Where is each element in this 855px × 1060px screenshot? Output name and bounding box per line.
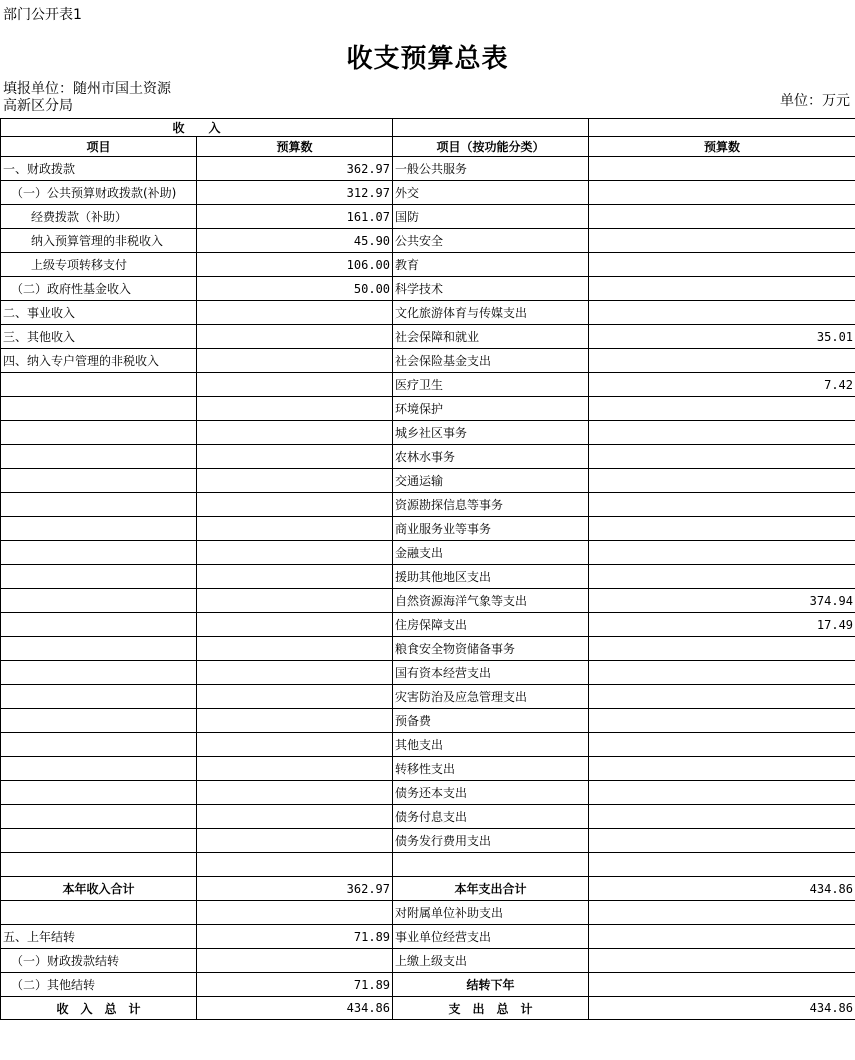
income-amount-cell: 45.90 (197, 229, 393, 253)
expense-item-cell: 金融支出 (393, 541, 589, 565)
income-amount-cell (197, 373, 393, 397)
expense-item-cell: 交通运输 (393, 469, 589, 493)
blank-header-cell (393, 119, 589, 137)
income-amount-cell (197, 493, 393, 517)
income-amount-cell (197, 637, 393, 661)
income-item-cell: （一）公共预算财政拨款(补助) (1, 181, 197, 205)
table-row (1, 493, 855, 517)
expense-item-cell: 结转下年 (393, 973, 589, 997)
reporting-unit-line-1: 填报单位：随州市国土资源 (3, 81, 171, 97)
table-row (1, 301, 855, 325)
table-row (1, 853, 855, 877)
expense-item-cell: 外交 (393, 181, 589, 205)
income-amount-cell: 362.97 (197, 877, 393, 901)
income-item-cell: 经费拨款（补助） (1, 205, 197, 229)
expense-item-cell: 一般公共服务 (393, 157, 589, 181)
income-item-cell: （一）财政拨款结转 (1, 949, 197, 973)
expense-amount-cell (589, 973, 855, 997)
expense-amount-cell (589, 781, 855, 805)
expense-amount-cell (589, 205, 855, 229)
expense-item-cell: 医疗卫生 (393, 373, 589, 397)
income-item-cell (1, 445, 197, 469)
expense-amount-cell (589, 637, 855, 661)
table-row (1, 925, 855, 949)
page-title: 收支预算总表 (346, 44, 509, 74)
expense-amount-cell: 35.01 (589, 325, 855, 349)
table-row (1, 757, 855, 781)
income-amount-cell (197, 757, 393, 781)
expense-amount-cell (589, 709, 855, 733)
table-row (1, 565, 855, 589)
income-amount-cell (197, 541, 393, 565)
expense-amount-cell (589, 805, 855, 829)
income-item-cell (1, 805, 197, 829)
income-amount-cell: 312.97 (197, 181, 393, 205)
expense-amount-cell (589, 565, 855, 589)
income-item-cell (1, 565, 197, 589)
expense-amount-cell (589, 541, 855, 565)
expense-item-cell: 教育 (393, 253, 589, 277)
table-row (1, 685, 855, 709)
table-row (1, 157, 855, 181)
expense-amount-cell: 374.94 (589, 589, 855, 613)
income-item-cell: 纳入预算管理的非税收入 (1, 229, 197, 253)
expense-item-cell: 农林水事务 (393, 445, 589, 469)
income-item-cell (1, 613, 197, 637)
table-row (1, 637, 855, 661)
expense-item-cell: 粮食安全物资储备事务 (393, 637, 589, 661)
budget-table (0, 118, 855, 1020)
income-item-cell (1, 709, 197, 733)
table-row (1, 877, 855, 901)
income-item-cell (1, 901, 197, 925)
table-row (1, 181, 855, 205)
expense-amount-cell (589, 349, 855, 373)
expense-item-cell: 灾害防治及应急管理支出 (393, 685, 589, 709)
table-row (1, 229, 855, 253)
expense-item-cell: 公共安全 (393, 229, 589, 253)
table-row (1, 661, 855, 685)
expense-amount-cell (589, 157, 855, 181)
income-amount-cell (197, 397, 393, 421)
income-amount-cell: 106.00 (197, 253, 393, 277)
expense-amount-cell (589, 517, 855, 541)
expense-amount-cell: 17.49 (589, 613, 855, 637)
income-amount-cell (197, 781, 393, 805)
table-row (1, 277, 855, 301)
table-row (1, 373, 855, 397)
expense-amount-cell (589, 445, 855, 469)
expense-item-cell: 社会保障和就业 (393, 325, 589, 349)
expense-item-cell: 债务发行费用支出 (393, 829, 589, 853)
income-amount-cell (197, 349, 393, 373)
income-amount-cell: 71.89 (197, 973, 393, 997)
income-item-cell (1, 733, 197, 757)
table-row (1, 781, 855, 805)
expense-amount-cell (589, 397, 855, 421)
income-item-cell: （二）其他结转 (1, 973, 197, 997)
income-amount-cell (197, 901, 393, 925)
expense-item-cell: 债务付息支出 (393, 805, 589, 829)
expense-amount-cell (589, 685, 855, 709)
table-row (1, 397, 855, 421)
expense-item-cell: 商业服务业等事务 (393, 517, 589, 541)
expense-item-cell: 债务还本支出 (393, 781, 589, 805)
income-item-cell: 上级专项转移支付 (1, 253, 197, 277)
income-item-cell (1, 589, 197, 613)
expense-item-cell: 国有资本经营支出 (393, 661, 589, 685)
expense-item-cell: 上缴上级支出 (393, 949, 589, 973)
income-item-cell: 三、其他收入 (1, 325, 197, 349)
income-amount-cell (197, 685, 393, 709)
income-item-cell: 收 入 总 计 (1, 997, 197, 1020)
table-row (1, 589, 855, 613)
income-item-cell (1, 829, 197, 853)
expense-item-cell: 预备费 (393, 709, 589, 733)
table-row (1, 541, 855, 565)
income-item-cell: 一、财政拨款 (1, 157, 197, 181)
table-row (1, 517, 855, 541)
income-item-cell (1, 373, 197, 397)
income-amount-cell (197, 301, 393, 325)
expense-item-cell: 资源勘探信息等事务 (393, 493, 589, 517)
table-row (1, 829, 855, 853)
expense-amount-cell (589, 253, 855, 277)
table-row (1, 997, 855, 1020)
expense-item-cell: 援助其他地区支出 (393, 565, 589, 589)
income-amount-cell (197, 613, 393, 637)
table-row (1, 613, 855, 637)
income-amount-cell: 71.89 (197, 925, 393, 949)
table-row (1, 445, 855, 469)
income-item-cell (1, 517, 197, 541)
table-row (1, 709, 855, 733)
expense-amount-cell (589, 421, 855, 445)
income-item-cell: 五、上年结转 (1, 925, 197, 949)
income-amount-cell (197, 469, 393, 493)
income-amount-cell (197, 421, 393, 445)
expense-item-cell: 其他支出 (393, 733, 589, 757)
income-amount-cell (197, 661, 393, 685)
expense-amount-cell (589, 757, 855, 781)
reporting-unit (3, 81, 171, 115)
income-item-cell: 四、纳入专户管理的非税收入 (1, 349, 197, 373)
expense-amount-cell: 434.86 (589, 997, 855, 1020)
income-amount-cell (197, 709, 393, 733)
income-item-cell (1, 421, 197, 445)
expense-amount-cell (589, 829, 855, 853)
income-item-cell (1, 685, 197, 709)
expense-amount-cell (589, 949, 855, 973)
table-row (1, 973, 855, 997)
income-item-cell (1, 661, 197, 685)
expense-item-cell: 支 出 总 计 (393, 997, 589, 1020)
income-item-cell (1, 637, 197, 661)
expense-item-cell: 城乡社区事务 (393, 421, 589, 445)
col-header-income-item: 项目 (1, 137, 197, 157)
income-amount-cell: 50.00 (197, 277, 393, 301)
income-item-cell: 本年收入合计 (1, 877, 197, 901)
table-row (1, 901, 855, 925)
expense-amount-cell: 434.86 (589, 877, 855, 901)
income-amount-cell (197, 565, 393, 589)
table-row (1, 733, 855, 757)
expense-item-cell: 环境保护 (393, 397, 589, 421)
table-row (1, 805, 855, 829)
expense-amount-cell (589, 853, 855, 877)
income-item-cell (1, 469, 197, 493)
expense-amount-cell (589, 181, 855, 205)
expense-amount-cell (589, 277, 855, 301)
table-header-group-row (1, 119, 855, 137)
table-row (1, 253, 855, 277)
income-amount-cell (197, 733, 393, 757)
currency-unit: 单位：万元 (780, 93, 850, 109)
income-amount-cell (197, 805, 393, 829)
expense-item-cell: 社会保险基金支出 (393, 349, 589, 373)
income-item-cell (1, 757, 197, 781)
expense-item-cell: 文化旅游体育与传媒支出 (393, 301, 589, 325)
col-header-expense-item: 项目（按功能分类） (393, 137, 589, 157)
income-header: 收 入 (1, 119, 393, 137)
expense-amount-cell (589, 661, 855, 685)
income-amount-cell (197, 517, 393, 541)
expense-item-cell: 自然资源海洋气象等支出 (393, 589, 589, 613)
income-amount-cell: 362.97 (197, 157, 393, 181)
col-header-income-amount: 预算数 (197, 137, 393, 157)
table-row (1, 325, 855, 349)
income-amount-cell (197, 325, 393, 349)
income-item-cell: （二）政府性基金收入 (1, 277, 197, 301)
income-amount-cell (197, 445, 393, 469)
income-item-cell (1, 853, 197, 877)
income-amount-cell (197, 829, 393, 853)
table-row (1, 949, 855, 973)
expense-amount-cell (589, 493, 855, 517)
income-item-cell (1, 493, 197, 517)
table-row (1, 469, 855, 493)
income-amount-cell: 434.86 (197, 997, 393, 1020)
income-item-cell (1, 781, 197, 805)
expense-item-cell: 事业单位经营支出 (393, 925, 589, 949)
expense-amount-cell (589, 901, 855, 925)
table-row (1, 205, 855, 229)
income-amount-cell (197, 853, 393, 877)
income-item-cell (1, 541, 197, 565)
expense-item-cell: 科学技术 (393, 277, 589, 301)
expense-amount-cell: 7.42 (589, 373, 855, 397)
expense-amount-cell (589, 925, 855, 949)
income-amount-cell: 161.07 (197, 205, 393, 229)
income-amount-cell (197, 949, 393, 973)
income-amount-cell (197, 589, 393, 613)
expense-item-cell: 对附属单位补助支出 (393, 901, 589, 925)
expense-item-cell: 本年支出合计 (393, 877, 589, 901)
income-item-cell (1, 397, 197, 421)
reporting-unit-line-2: 高新区分局 (3, 98, 73, 114)
table-header-row (1, 137, 855, 157)
expense-item-cell: 住房保障支出 (393, 613, 589, 637)
table-row (1, 421, 855, 445)
expense-item-cell (393, 853, 589, 877)
expense-amount-cell (589, 469, 855, 493)
table-number-label: 部门公开表1 (3, 7, 82, 23)
table-row (1, 349, 855, 373)
col-header-expense-amount: 预算数 (589, 137, 855, 157)
expense-amount-cell (589, 733, 855, 757)
expense-amount-cell (589, 301, 855, 325)
blank-header-cell (589, 119, 855, 137)
income-item-cell: 二、事业收入 (1, 301, 197, 325)
expense-item-cell: 转移性支出 (393, 757, 589, 781)
expense-item-cell: 国防 (393, 205, 589, 229)
expense-amount-cell (589, 229, 855, 253)
